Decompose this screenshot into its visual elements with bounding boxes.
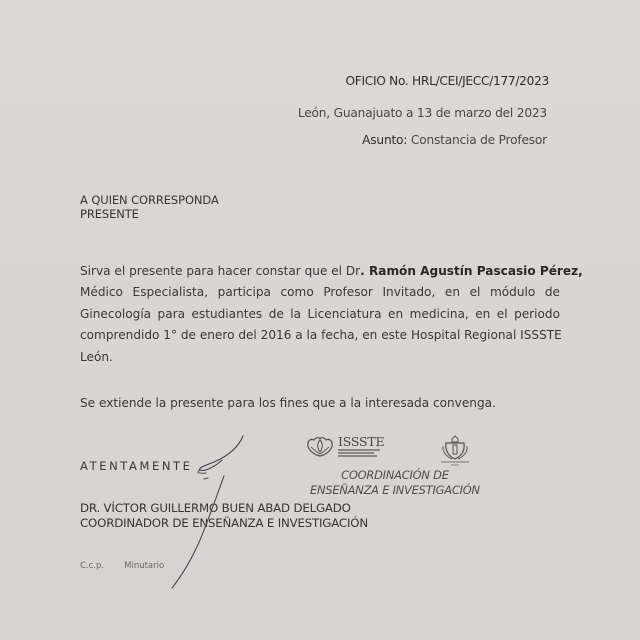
- ccp-value: Minutario: [124, 561, 165, 571]
- oficio-number: OFICIO No. HRL/CEI/JECC/177/2023: [345, 74, 549, 88]
- doctor-name: . Ramón Agustín Pascasio Pérez,: [360, 264, 583, 278]
- recipient-line-1: A QUIEN CORRESPONDA: [80, 193, 219, 207]
- closing-sentence: Se extiende la presente para los fines que a la interesada convenga.: [80, 396, 496, 410]
- body-line-1-text: Sirva el presente para hacer constar que el Dr: [80, 264, 361, 278]
- ccp-line: [80, 561, 164, 571]
- signatory-block: [80, 501, 368, 531]
- subject-label: Asunto:: [362, 133, 408, 147]
- ccp-label: C.c.p.: [80, 561, 105, 571]
- document-date: León, Guanajuato a 13 de marzo del 2023: [297, 106, 547, 120]
- body-line-2: Médico Especialista, participa como Profesor Invitado, en el módulo de: [80, 285, 560, 300]
- issste-emblem-icon: [305, 434, 335, 458]
- body-line-3: Ginecología para estudiantes de la Licenciatura en medicina, en el periodo: [80, 306, 560, 321]
- subject-line: [362, 133, 547, 147]
- stamp-line-1: COORDINACIÓN DE: [341, 468, 449, 482]
- stamp-text: [310, 468, 480, 498]
- stamp-line-2: ENSEÑANZA E INVESTIGACIÓN: [310, 483, 480, 497]
- issste-logo-text: ISSSTE: [338, 434, 385, 449]
- body-paragraph: [80, 261, 583, 368]
- body-line-5: León.: [80, 349, 113, 364]
- body-line-1: [80, 261, 583, 282]
- official-stamp-logos: [305, 434, 475, 468]
- body-line-4: comprendido 1° de enero del 2016 a la fecha, en este Hospital Regional ISSSTE: [80, 328, 562, 343]
- signatory-title: COORDINADOR DE ENSEÑANZA E INVESTIGACIÓN: [80, 516, 368, 530]
- signatory-name: DR. VÍCTOR GUILLERMO BUEN ABAD DELGADO: [80, 501, 351, 515]
- issste-subtitle-lines: [338, 449, 380, 458]
- recipient-block: [80, 193, 219, 221]
- subject-value: Constancia de Profesor: [410, 133, 547, 147]
- salutation: ATENTAMENTE: [80, 459, 193, 473]
- recipient-line-2: PRESENTE: [80, 207, 139, 221]
- hospital-crest-icon: [435, 434, 475, 468]
